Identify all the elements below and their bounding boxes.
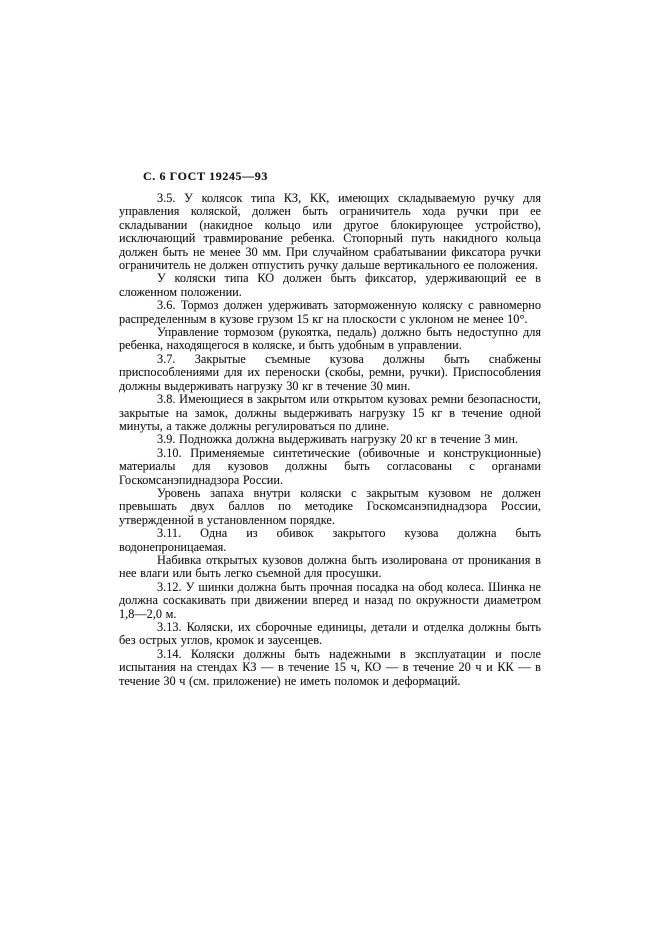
document-body: [119, 192, 541, 688]
paragraph-3-8: 3.8. Имеющиеся в закрытом или открытом кузовах ремни безопасности, закрытые на замок, должны выдерживать нагрузку 15 кг в течение одной минуты, а также должны регулироваться по длине.: [119, 392, 541, 433]
paragraph-3-10-cont: Уровень запаха внутри коляски с закрытым кузовом не должен превышать двух баллов по методике Госкомсанэпиднадзора России, утвержденной в установленном порядке.: [119, 485, 541, 527]
paragraph-3-7: 3.7. Закрытые съемные кузова должны быть снабжены приспособлениями для их переноски (скобы, ремни, ручки). Приспособления должны выдерживать нагрузку 30 кг в течение 30 мин.: [119, 351, 541, 393]
paragraph-3-13: 3.13. Коляски, их сборочные единицы, детали и отделка должны быть без острых углов, кромок и заусенцев.: [119, 620, 541, 648]
paragraph-3-14: 3.14. Коляски должны быть надежными в эксплуатации и после испытания на стендах КЗ — в течение 15 ч, КО — в течение 20 ч и КК — в течение 30 ч (см. приложение) не иметь поломок и деформаций.: [119, 646, 541, 688]
paragraph-3-12: 3.12. У шинки должна быть прочная посадка на обод колеса. Шинка не должна соскакивать при движении вперед и назад по окружности диаметром 1,8—2,0 м.: [119, 579, 541, 621]
paragraph-3-6: 3.6. Тормоз должен удерживать заторможенную коляску с равномерно распределенным в кузове грузом 15 кг на плоскости с уклоном не менее 10°.: [119, 298, 541, 326]
paragraph-3-6-cont: Управление тормозом (рукоятка, педаль) должно быть недоступно для ребенка, находящегося в коляске, и быть удобным в управлении.: [119, 325, 541, 353]
paragraph-3-5: 3.5. У колясок типа КЗ, КК, имеющих складываемую ручку для управления коляской, должен быть ограничитель хода ручки при ее складывании (накидное кольцо или другое блокирующее устройство), исключающий травмирование ребенка. Стопорный путь накидного кольца должен быть не менее 30 мм. При случайном срабатывании фиксатора ручки ограничитель не должен отпустить ручку дальше вертикального ее положения.: [119, 191, 541, 273]
paragraph-3-10: 3.10. Применяемые синтетические (обивочные и конструкционные) материалы для кузовов должны быть согласованы с органами Госкомсанэпиднадзора России.: [119, 445, 541, 487]
page-header: С. 6 ГОСТ 19245—93: [143, 169, 268, 183]
paragraph-3-5-cont: У коляски типа КО должен быть фиксатор, удерживающий ее в сложенном положении.: [119, 271, 541, 299]
paragraph-3-11: 3.11. Одна из обивок закрытого кузова должна быть водонепроницаемая.: [119, 526, 541, 554]
paragraph-3-9: 3.9. Подножка должна выдерживать нагрузку 20 кг в течение 3 мин.: [157, 432, 519, 447]
paragraph-3-11-cont: Набивка открытых кузовов должна быть изолирована от проникания в нее влаги или быть легко съемной для просушки.: [119, 552, 541, 581]
